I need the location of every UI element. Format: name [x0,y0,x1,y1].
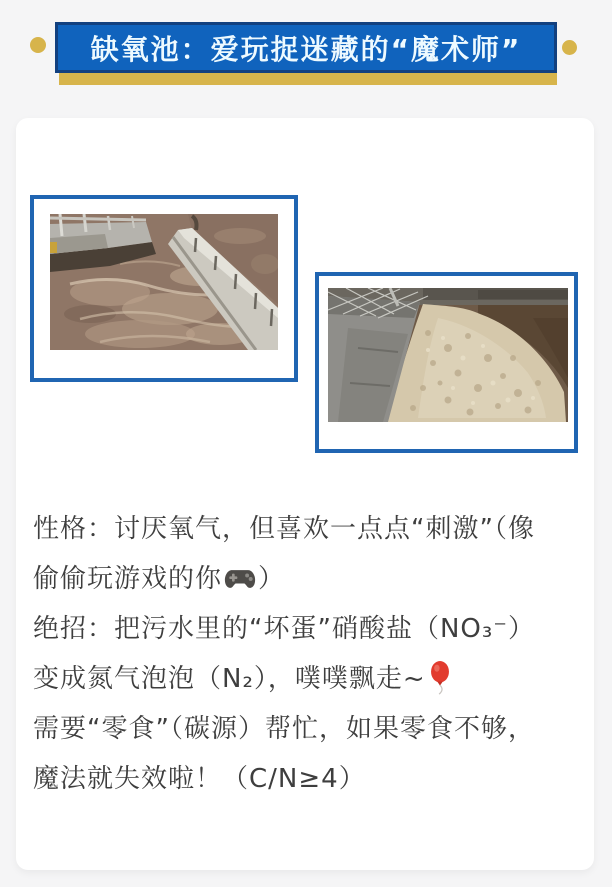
gold-dot-left-icon [30,37,46,53]
photo-frame-2 [315,272,578,453]
gold-dot-right-icon [562,40,577,55]
banner-box [55,22,557,73]
description-text [33,504,585,804]
aeration-channel-photo [50,214,278,350]
foam-covered-anoxic-tank-photo [328,288,568,422]
personality-line-1: 性格：讨厌氧气，但喜欢一点点“刺激”（像 [33,514,535,544]
skill-line-1: 绝招：把污水里的“坏蛋”硝酸盐（NO₃⁻） [33,614,536,644]
skill-line-2-text: 变成氮气泡泡（N₂），噗噗飘走~ [33,664,426,694]
personality-line-2-close: ） [258,564,286,594]
content-card [16,118,594,870]
skill-line-2 [33,654,585,704]
page-title: 缺氧池：爱玩捉迷藏的“魔术师” [90,32,522,66]
personality-line-2 [33,554,585,604]
carbon-line-2: 魔法就失效啦！（C/N≥4） [33,764,366,794]
gamepad-emoji-icon [224,567,256,591]
balloon-emoji-icon [428,661,452,695]
carbon-line-1: 需要“零食”（碳源）帮忙，如果零食不够， [33,714,535,744]
photo-frame-1 [30,195,298,382]
personality-line-2-text: 偷偷玩游戏的你 [33,564,223,594]
